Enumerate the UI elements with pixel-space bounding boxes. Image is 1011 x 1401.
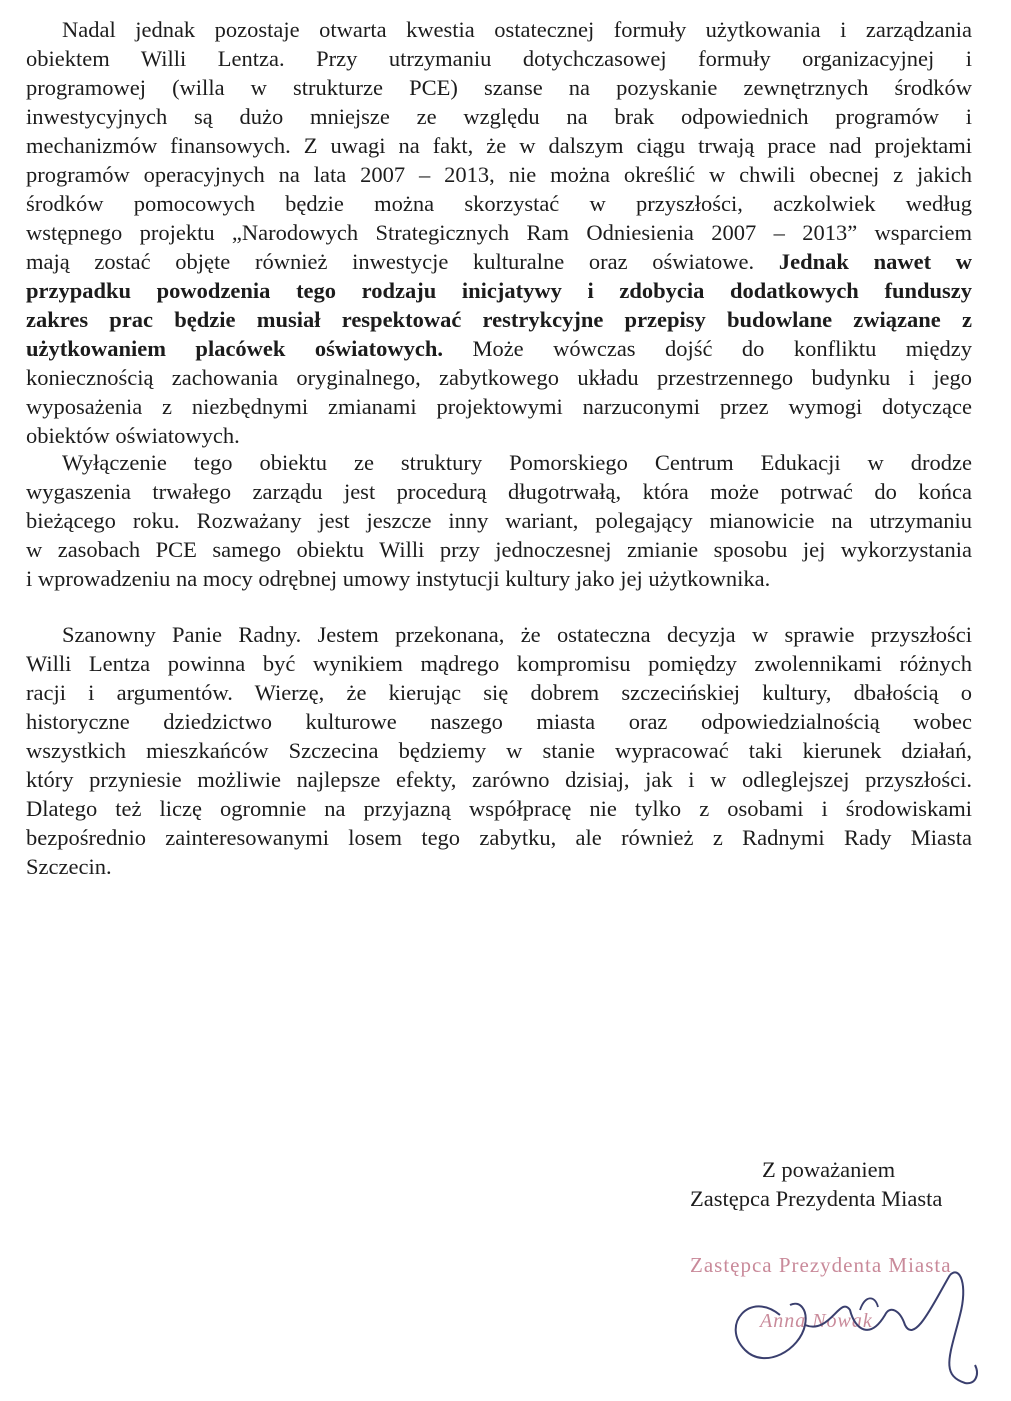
text-line: racji i argumentów. Wierzę, że kierując się dobrem szczecińskiej kultury, dbałością o [26,680,972,705]
text-line: obiektów oświatowych. [26,423,240,448]
text-line [26,276,972,305]
text-line: inwestycyjnych są dużo mniejsze ze względu na brak odpowiednich programów i [26,104,972,129]
bold-text-run: przypadku powodzenia tego rodzaju inicjatywy i zdobycia dodatkowych funduszy [26,278,972,303]
closing-position: Zastępca Prezydenta Miasta [690,1186,943,1211]
paragraph-2 [26,448,972,593]
text-line: Nadal jednak pozostaje otwarta kwestia ostatecznej formuły użytkowania i zarządzania [62,17,972,42]
bold-text-run: zakres prac będzie musiał respektować restrykcyjne przepisy budowlane związane z [26,307,972,332]
text-line: bezpośrednio zainteresowanymi losem tego zabytku, ale również z Radnymi Rady Miasta [26,825,972,850]
closing-salutation: Z poważaniem [762,1157,896,1182]
text-line: wstępnego projektu „Narodowych Strategicznych Ram Odniesienia 2007 – 2013” wsparciem [26,220,972,245]
bold-text-run: Jednak nawet w [778,249,972,274]
text-line: i wprowadzeniu na mocy odrębnej umowy instytucji kultury jako jej użytkownika. [26,566,771,591]
text-line [26,334,972,363]
text-line: wyposażenia z niezbędnymi zmianami projektowymi narzuconymi przez wymogi dotyczące [26,394,972,419]
text-line: wszystkich mieszkańców Szczecina będziemy w stanie wypracować taki kierunek działań, [26,738,972,763]
stamp-title: Zastępca Prezydenta Miasta [690,1253,952,1277]
text-line: programów operacyjnych na lata 2007 – 2013, nie można określić w chwili obecnej z jakich [26,162,972,187]
paragraph-1 [26,15,972,450]
text-line: bieżącego roku. Rozważany jest jeszcze inny wariant, polegający mianowicie na utrzymaniu [26,508,972,533]
text-line: Szczecin. [26,854,112,879]
text-line: który przyniesie możliwie najlepsze efekty, zarówno dzisiaj, jak i w odleglejszej przyszłości. [26,767,972,792]
handwritten-signature [710,1255,990,1395]
official-stamp [650,1245,990,1395]
text-line: historyczne dziedzictwo kulturowe naszego miasta oraz odpowiedzialnością wobec [26,709,972,734]
text-line: koniecznością zachowania oryginalnego, zabytkowego układu przestrzennego budynku i jego [26,365,972,390]
text-line: środków pomocowych będzie można skorzystać w przyszłości, aczkolwiek według [26,191,972,216]
text-line: Willi Lentza powinna być wynikiem mądrego kompromisu pomiędzy zwolennikami różnych [26,651,972,676]
text-line: programowej (willa w strukturze PCE) szanse na pozyskanie zewnętrznych środków [26,75,972,100]
bold-text-run: użytkowaniem placówek oświatowych. [26,336,443,361]
paragraph-3 [26,620,972,881]
text-line: w zasobach PCE samego obiektu Willi przy jednoczesnej zmianie sposobu jej wykorzystania [26,537,972,562]
text-line: Wyłączenie tego obiektu ze struktury Pomorskiego Centrum Edukacji w drodze [62,450,972,475]
closing-block [690,1155,990,1213]
text-line: mechanizmów finansowych. Z uwagi na fakt, że w dalszym ciągu trwają prace nad projektami [26,133,972,158]
text-line: wygaszenia trwałego zarządu jest procedurą długotrwałą, która może potrwać do końca [26,479,972,504]
text-line: obiektem Willi Lentza. Przy utrzymaniu dotychczasowej formuły organizacyjnej i [26,46,972,71]
text-run: Może wówczas dojść do konfliktu między [472,336,973,361]
text-line [26,305,972,334]
text-line: Szanowny Panie Radny. Jestem przekonana, że ostateczna decyzja w sprawie przyszłości [62,622,972,647]
text-run: mają zostać objęte również inwestycje kulturalne oraz oświatowe. [26,249,755,274]
stamp-name: Anna Nowak [760,1310,873,1332]
text-line [26,247,972,276]
text-line: Dlatego też liczę ogromnie na przyjazną współpracę nie tylko z osobami i środowiskami [26,796,972,821]
